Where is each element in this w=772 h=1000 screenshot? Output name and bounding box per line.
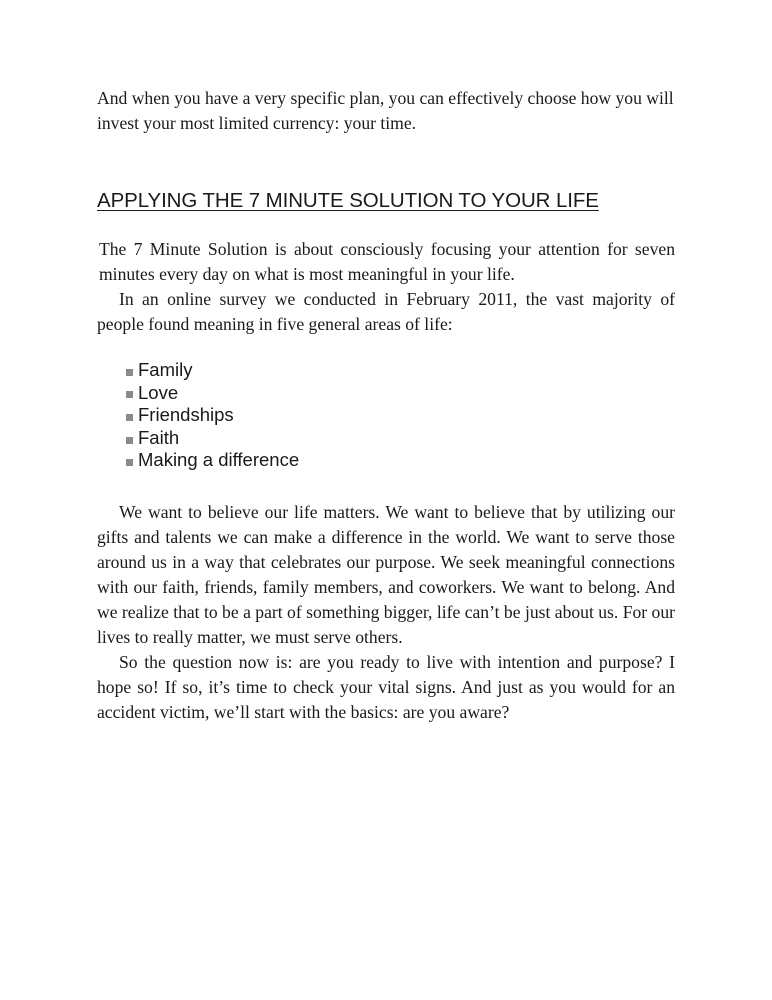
list-item [126, 359, 675, 382]
areas-of-life-list [97, 359, 675, 472]
square-bullet-icon [126, 391, 133, 398]
list-item-label: Faith [138, 426, 180, 448]
list-item-label: Making a difference [138, 449, 300, 471]
square-bullet-icon [126, 459, 133, 466]
list-item-label: Family [138, 359, 193, 380]
body-paragraph: We want to believe our life matters. We want to believe that by utilizing our gifts and talents we can make a difference in the world. We want to serve those around us in a way that celebrates our purpose. We seek meaningful connections with our faith, friends, family members, and coworkers. We want to belong. And we realize that to be a part of something bigger, life can’t be just about us. For our lives to really matter, we must serve others. [97, 501, 675, 647]
square-bullet-icon [126, 437, 133, 444]
body-paragraph: In an online survey we conducted in February 2011, the vast majority of people found meaning in five general areas of life: [97, 289, 675, 334]
document-page [97, 86, 675, 725]
square-bullet-icon [126, 369, 133, 376]
body-paragraph: The 7 Minute Solution is about consciously focusing your attention for seven minutes every day on what is most meaningful in your life. [99, 239, 675, 284]
intro-paragraph: And when you have a very specific plan, you can effectively choose how you will invest your most limited currency: your time. [97, 88, 674, 133]
square-bullet-icon [126, 414, 133, 421]
section-heading: APPLYING THE 7 MINUTE SOLUTION TO YOUR LIFE [97, 189, 599, 212]
list-item-label: Love [138, 381, 179, 403]
body-paragraph: So the question now is: are you ready to live with intention and purpose? I hope so! If so, it’s time to check your vital signs. And just as you would for an accident victim, we’ll start with the basics: are you aware? [97, 651, 675, 722]
list-item [126, 449, 675, 472]
list-item-label: Friendships [138, 404, 234, 426]
list-item [126, 382, 675, 405]
list-item [126, 427, 675, 450]
list-item [126, 404, 675, 427]
